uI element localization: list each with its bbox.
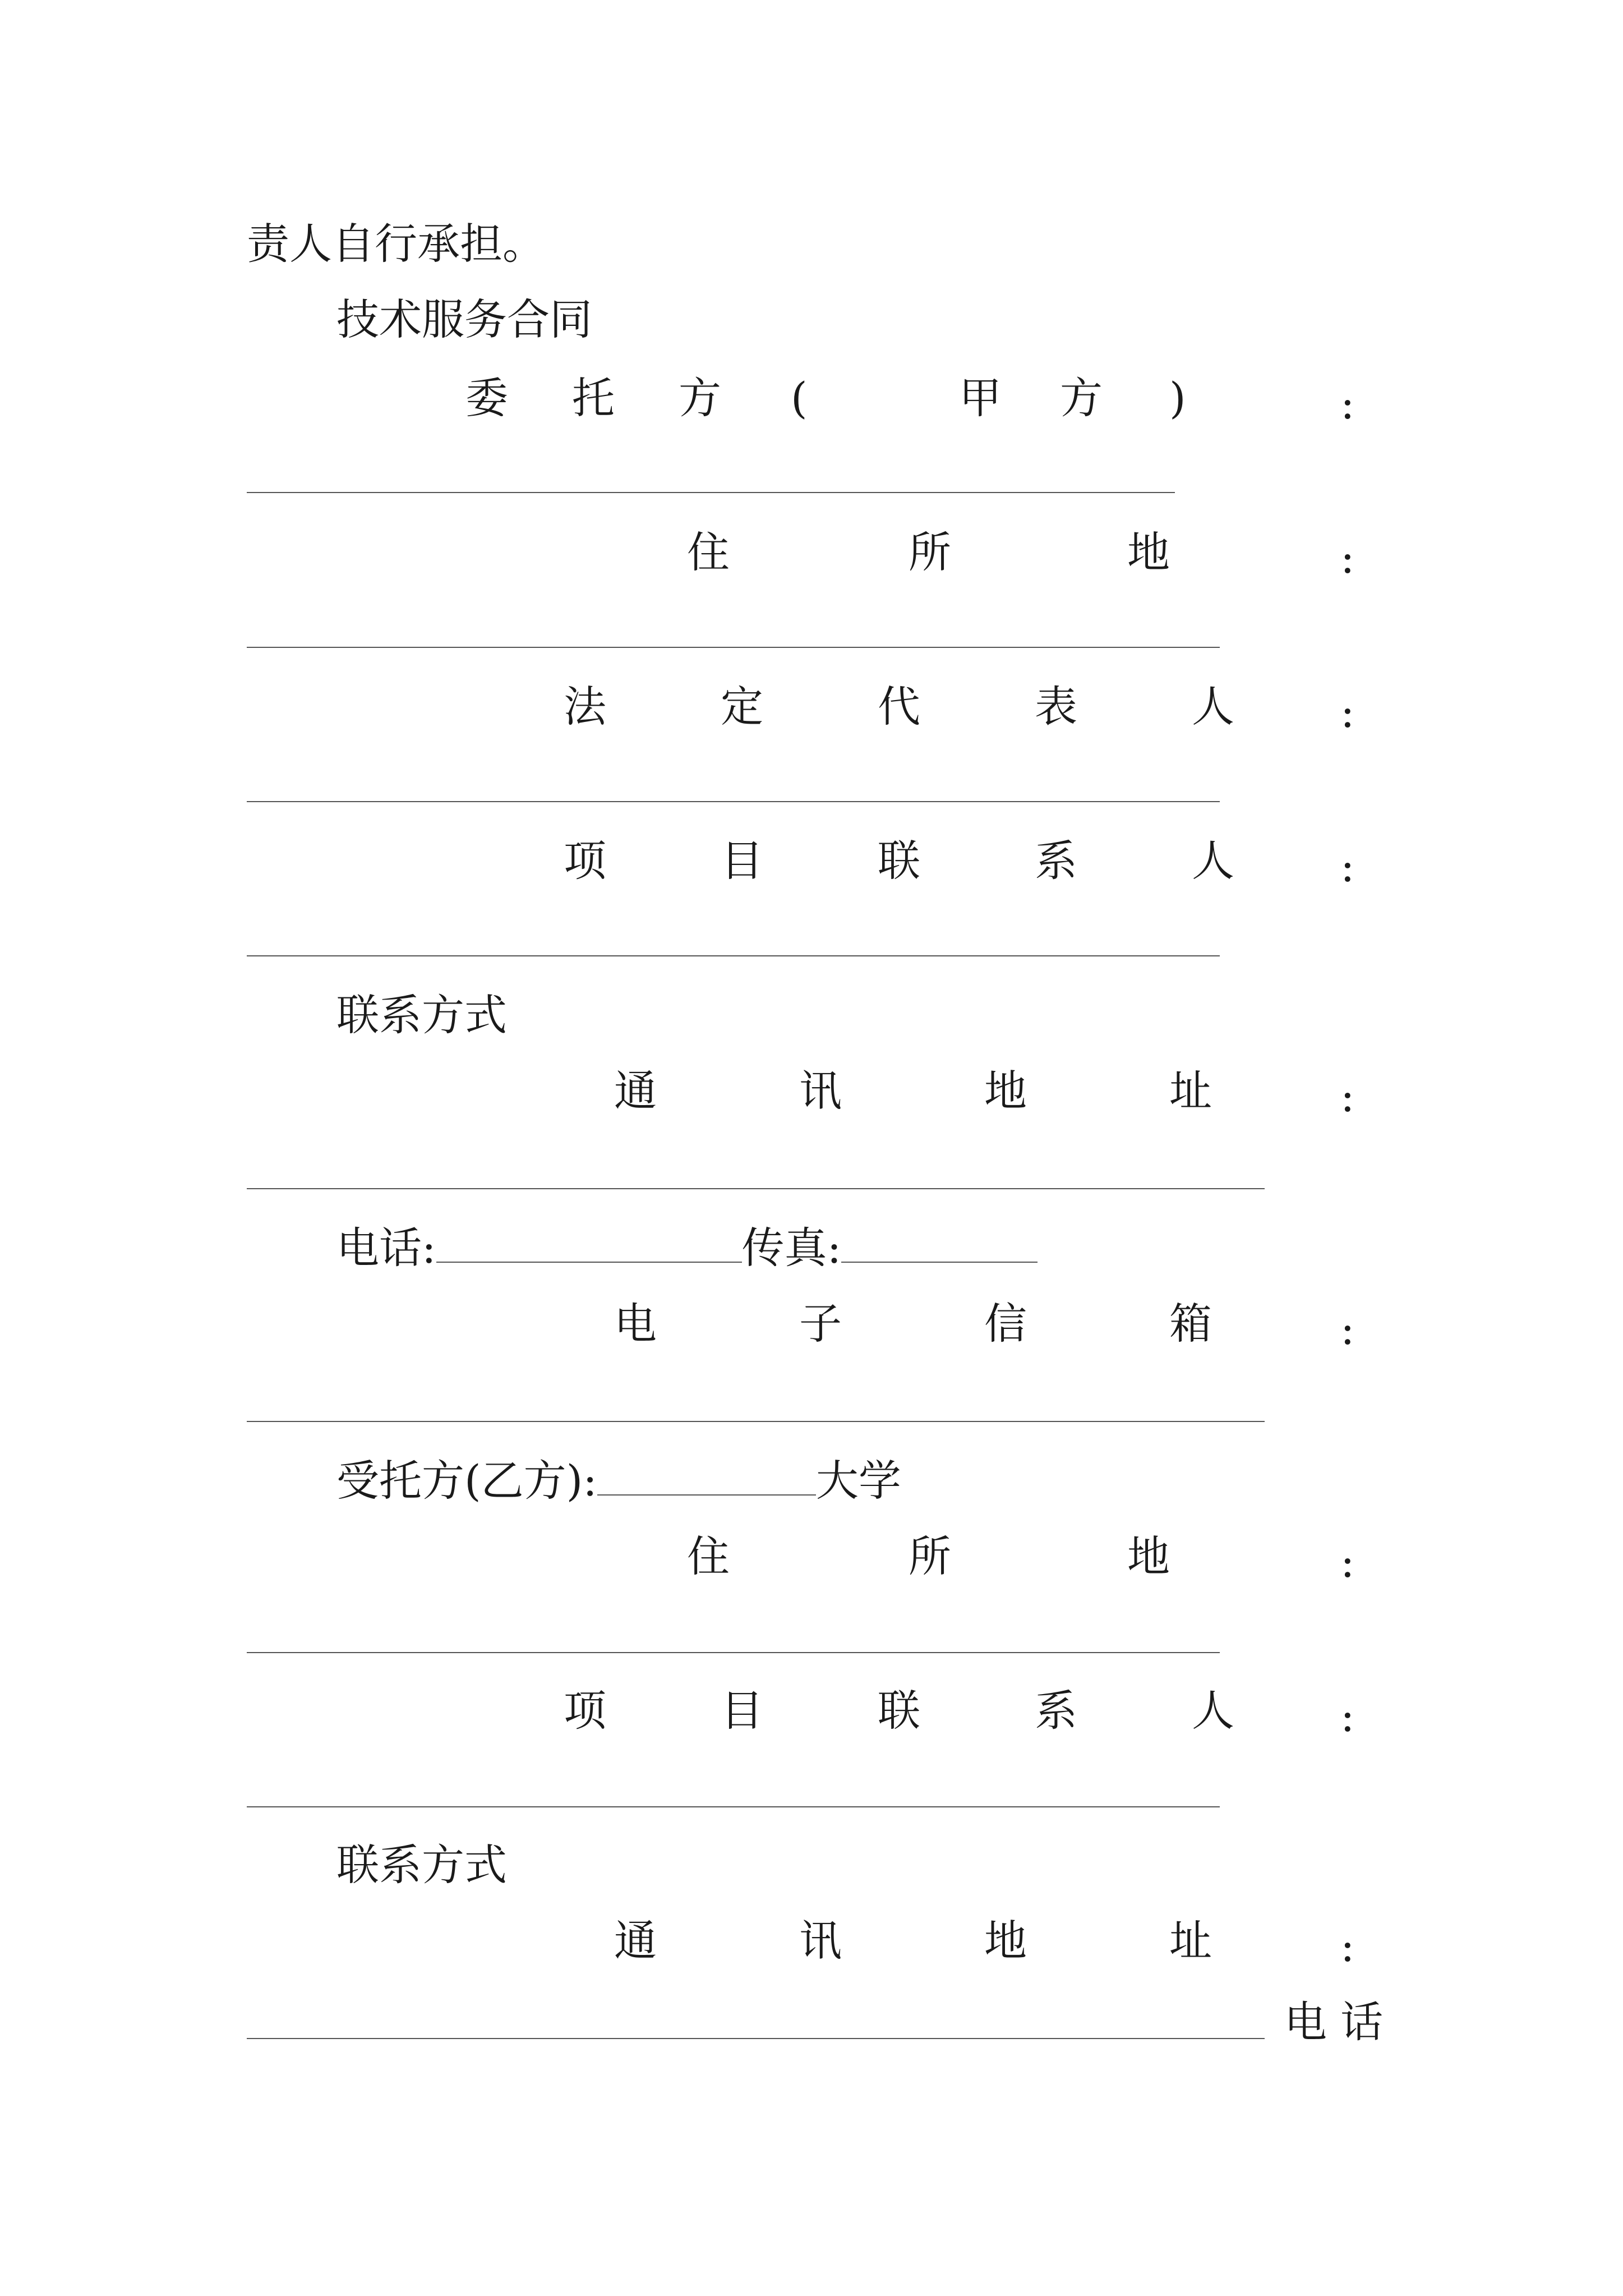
mail-address-char: 通 — [614, 1066, 657, 1116]
contact-person-char: 人 — [1192, 1686, 1234, 1736]
address-char: 所 — [909, 1531, 951, 1581]
colon: : — [1340, 1537, 1355, 1587]
blank-line — [247, 1188, 1265, 1189]
address-char: 地 — [1127, 527, 1170, 577]
contact-person-char: 项 — [564, 1686, 606, 1736]
contact-person-char: 人 — [1192, 836, 1234, 886]
contact-person-char: 目 — [721, 836, 763, 886]
party-b-blank — [597, 1455, 816, 1496]
blank-line — [247, 647, 1220, 648]
legal-rep-char: 人 — [1192, 682, 1234, 731]
contact-person-char: 目 — [721, 1686, 763, 1736]
address-char: 住 — [687, 1531, 730, 1581]
email-char: 电 — [614, 1299, 657, 1349]
party-a-char: 方 — [1060, 373, 1103, 423]
blank-line — [247, 801, 1220, 802]
mail-address-char: 地 — [984, 1916, 1027, 1966]
phone-tail-label: 电 话 — [1284, 1997, 1384, 2047]
address-char: 所 — [909, 527, 951, 577]
email-char: 子 — [799, 1299, 842, 1349]
blank-line — [247, 1652, 1220, 1653]
contact-person-char: 系 — [1035, 1686, 1077, 1736]
phone-blank — [436, 1222, 742, 1263]
colon: : — [1340, 1071, 1355, 1121]
party-a-char: ( — [791, 373, 808, 423]
party-b-contact-method-heading: 联系方式 — [336, 1840, 507, 1890]
colon: : — [1340, 1921, 1355, 1971]
colon: : — [1340, 841, 1355, 891]
mail-address-char: 讯 — [799, 1066, 842, 1116]
colon: : — [1340, 1691, 1355, 1741]
blank-line — [247, 955, 1220, 956]
mail-address-char: 通 — [614, 1916, 657, 1966]
phone-fax-row — [336, 1220, 1038, 1276]
colon: : — [1340, 687, 1355, 737]
mail-address-char: 址 — [1169, 1066, 1212, 1116]
contact-person-char: 项 — [564, 836, 606, 886]
party-b-row — [336, 1453, 901, 1509]
contact-person-char: 联 — [878, 1686, 920, 1736]
colon: : — [1340, 379, 1355, 429]
blank-line — [247, 2038, 1265, 2039]
blank-line — [247, 1421, 1265, 1422]
party-a-char: ) — [1169, 373, 1186, 423]
colon: : — [1340, 533, 1355, 583]
text-line-1: 责人自行承担。 — [247, 219, 545, 269]
legal-rep-char: 表 — [1035, 682, 1077, 731]
address-char: 住 — [687, 527, 730, 577]
party-b-label: 受托方(乙方): — [336, 1456, 597, 1506]
email-char: 箱 — [1169, 1299, 1212, 1349]
email-char: 信 — [984, 1299, 1027, 1349]
party-a-char: 委 — [465, 373, 508, 423]
legal-rep-char: 定 — [721, 682, 763, 731]
legal-rep-char: 代 — [878, 682, 920, 731]
contract-title: 技术服务合同 — [336, 295, 592, 344]
contact-person-char: 系 — [1035, 836, 1077, 886]
phone-label: 电话: — [336, 1223, 436, 1273]
legal-rep-char: 法 — [564, 682, 606, 731]
colon: : — [1340, 1304, 1355, 1354]
fax-label: 传真: — [741, 1223, 842, 1273]
blank-line — [247, 492, 1175, 493]
mail-address-char: 地 — [984, 1066, 1027, 1116]
contact-method-heading: 联系方式 — [336, 990, 507, 1040]
party-a-char: 甲 — [959, 373, 1002, 423]
mail-address-char: 址 — [1169, 1916, 1212, 1966]
party-b-suffix: 大学 — [815, 1456, 901, 1506]
contact-person-char: 联 — [878, 836, 920, 886]
party-a-char: 方 — [679, 373, 721, 423]
address-char: 地 — [1127, 1531, 1170, 1581]
blank-line — [247, 1806, 1220, 1807]
party-a-char: 托 — [572, 373, 615, 423]
mail-address-char: 讯 — [799, 1916, 842, 1966]
fax-blank — [841, 1222, 1038, 1263]
